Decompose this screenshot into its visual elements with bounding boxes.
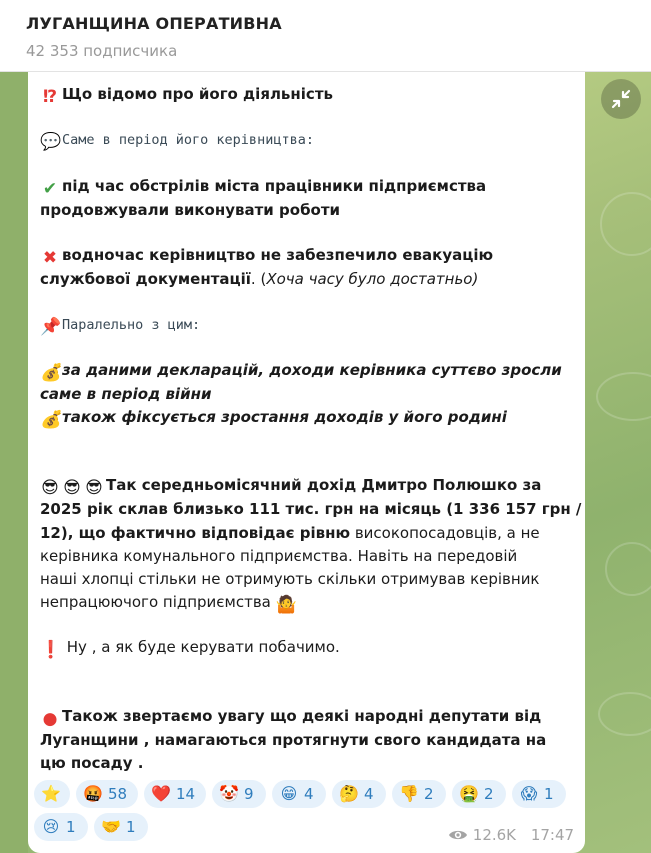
reaction-grin[interactable]: 😁 4 <box>272 780 326 808</box>
speech-balloon-icon: 💬 <box>40 132 62 152</box>
reaction-clown[interactable]: 🤡 9 <box>212 780 266 808</box>
income-line1: 😎 😎 😎 Так середньомісячний дохід Дмитро Полюшко за <box>41 476 542 498</box>
vomiting-face-icon: 🤮 <box>459 784 479 803</box>
thinking-face-icon: 🤔 <box>339 784 359 803</box>
attention-line2: Луганщини , намагаються протягнути свого кандидата на <box>40 731 547 749</box>
crying-face-icon: 😢 <box>42 817 60 836</box>
attention-line3: цю посаду . <box>40 754 144 772</box>
parallel-label-line: 📌Паралельно з цим: <box>40 317 201 337</box>
income-line4: керівника комунального підприємства. Навіть на передовій <box>40 547 518 565</box>
exclamation-question-icon: ⁉ <box>42 87 58 107</box>
eye-icon <box>448 827 468 843</box>
point1-line2: продовжували виконувати роботи <box>40 201 341 219</box>
income-line6: непрацюючого підприємства 🤷 <box>40 593 297 615</box>
money-bag-icon: 💰 <box>40 410 62 430</box>
attention-line1: ● Також звертаємо увагу що деякі народні депутати від <box>40 705 541 729</box>
message-time: 17:47 <box>530 826 575 844</box>
star-icon: ⭐ <box>41 784 61 803</box>
income-line2: 2025 рік склав близько 111 тис. грн на місяць (1 336 157 грн / <box>40 500 582 518</box>
during-label-line: 💬Саме в період його керівництва: <box>40 132 314 152</box>
exclamation-icon: ❗ <box>40 640 62 660</box>
reaction-handshake[interactable]: 🤝 1 <box>94 813 148 841</box>
angry-face-icon: 🤬 <box>83 784 103 803</box>
wallpaper-left-edge <box>0 72 28 853</box>
collapse-icon <box>601 79 641 119</box>
reaction-heart[interactable]: ❤️ 14 <box>144 780 206 808</box>
clown-face-icon: 🤡 <box>219 784 239 803</box>
declaration-line2: саме в період війни <box>40 385 212 403</box>
red-circle-icon: ● <box>42 709 58 729</box>
money-bag-icon: 💰 <box>40 363 62 383</box>
point2-line1: ✖ водночас керівництво не забезпечило евакуацію <box>40 244 493 268</box>
message-meta <box>448 826 574 844</box>
reaction-thumbs-down[interactable]: 👎 2 <box>392 780 446 808</box>
thumbs-down-icon: 👎 <box>399 784 419 803</box>
declaration-line1: 💰за даними декларацій, доходи керівника суттєво зросли <box>40 361 562 383</box>
see-line: ❗ Ну , а як буде керувати побачимо. <box>40 638 340 660</box>
pushpin-icon: 📌 <box>40 317 62 337</box>
heart-icon: ❤️ <box>151 784 171 803</box>
check-mark-icon: ✔ <box>42 179 58 199</box>
subscriber-count: 42 353 подписчика <box>26 42 178 60</box>
income-line3: 12), що фактично відповідає рівню високопосадовців, а не <box>40 524 540 542</box>
message-bubble <box>28 72 585 853</box>
reaction-angry[interactable]: 🤬 58 <box>76 780 138 808</box>
collapse-button[interactable] <box>601 79 641 119</box>
channel-title[interactable]: ЛУГАНЩИНА ОПЕРАТИВНА <box>26 14 282 33</box>
sunglasses-face-icon: 😎 <box>63 478 81 498</box>
sunglasses-face-icon: 😎 <box>85 478 103 498</box>
reaction-thinking[interactable]: 🤔 4 <box>332 780 386 808</box>
family-line: 💰також фіксується зростання доходів у його родині <box>40 408 507 430</box>
channel-header[interactable] <box>0 0 651 72</box>
reaction-cry[interactable]: 😢 1 <box>34 813 88 841</box>
point2-line2: службової документації. (Хоча часу було достатньо) <box>40 270 479 288</box>
reaction-vomit[interactable]: 🤮 2 <box>452 780 506 808</box>
grinning-face-icon: 😁 <box>280 784 298 803</box>
income-line5: наші хлопці стільки не отримують скільки отримував керівник <box>40 570 540 588</box>
sunglasses-face-icon: 😎 <box>41 478 59 498</box>
reaction-scream[interactable]: 😱 1 <box>512 780 566 808</box>
cross-mark-icon: ✖ <box>42 248 58 268</box>
reaction-star[interactable] <box>34 780 70 808</box>
view-count: 12.6K <box>472 826 517 844</box>
post-heading-line: ⁉ Що відомо про його діяльність <box>40 83 333 107</box>
screaming-face-icon: 😱 <box>520 784 538 803</box>
point1-line1: ✔ під час обстрілів міста працівники підприємства <box>40 175 486 199</box>
handshake-icon: 🤝 <box>101 817 121 836</box>
shrug-icon: 🤷 <box>275 595 297 615</box>
